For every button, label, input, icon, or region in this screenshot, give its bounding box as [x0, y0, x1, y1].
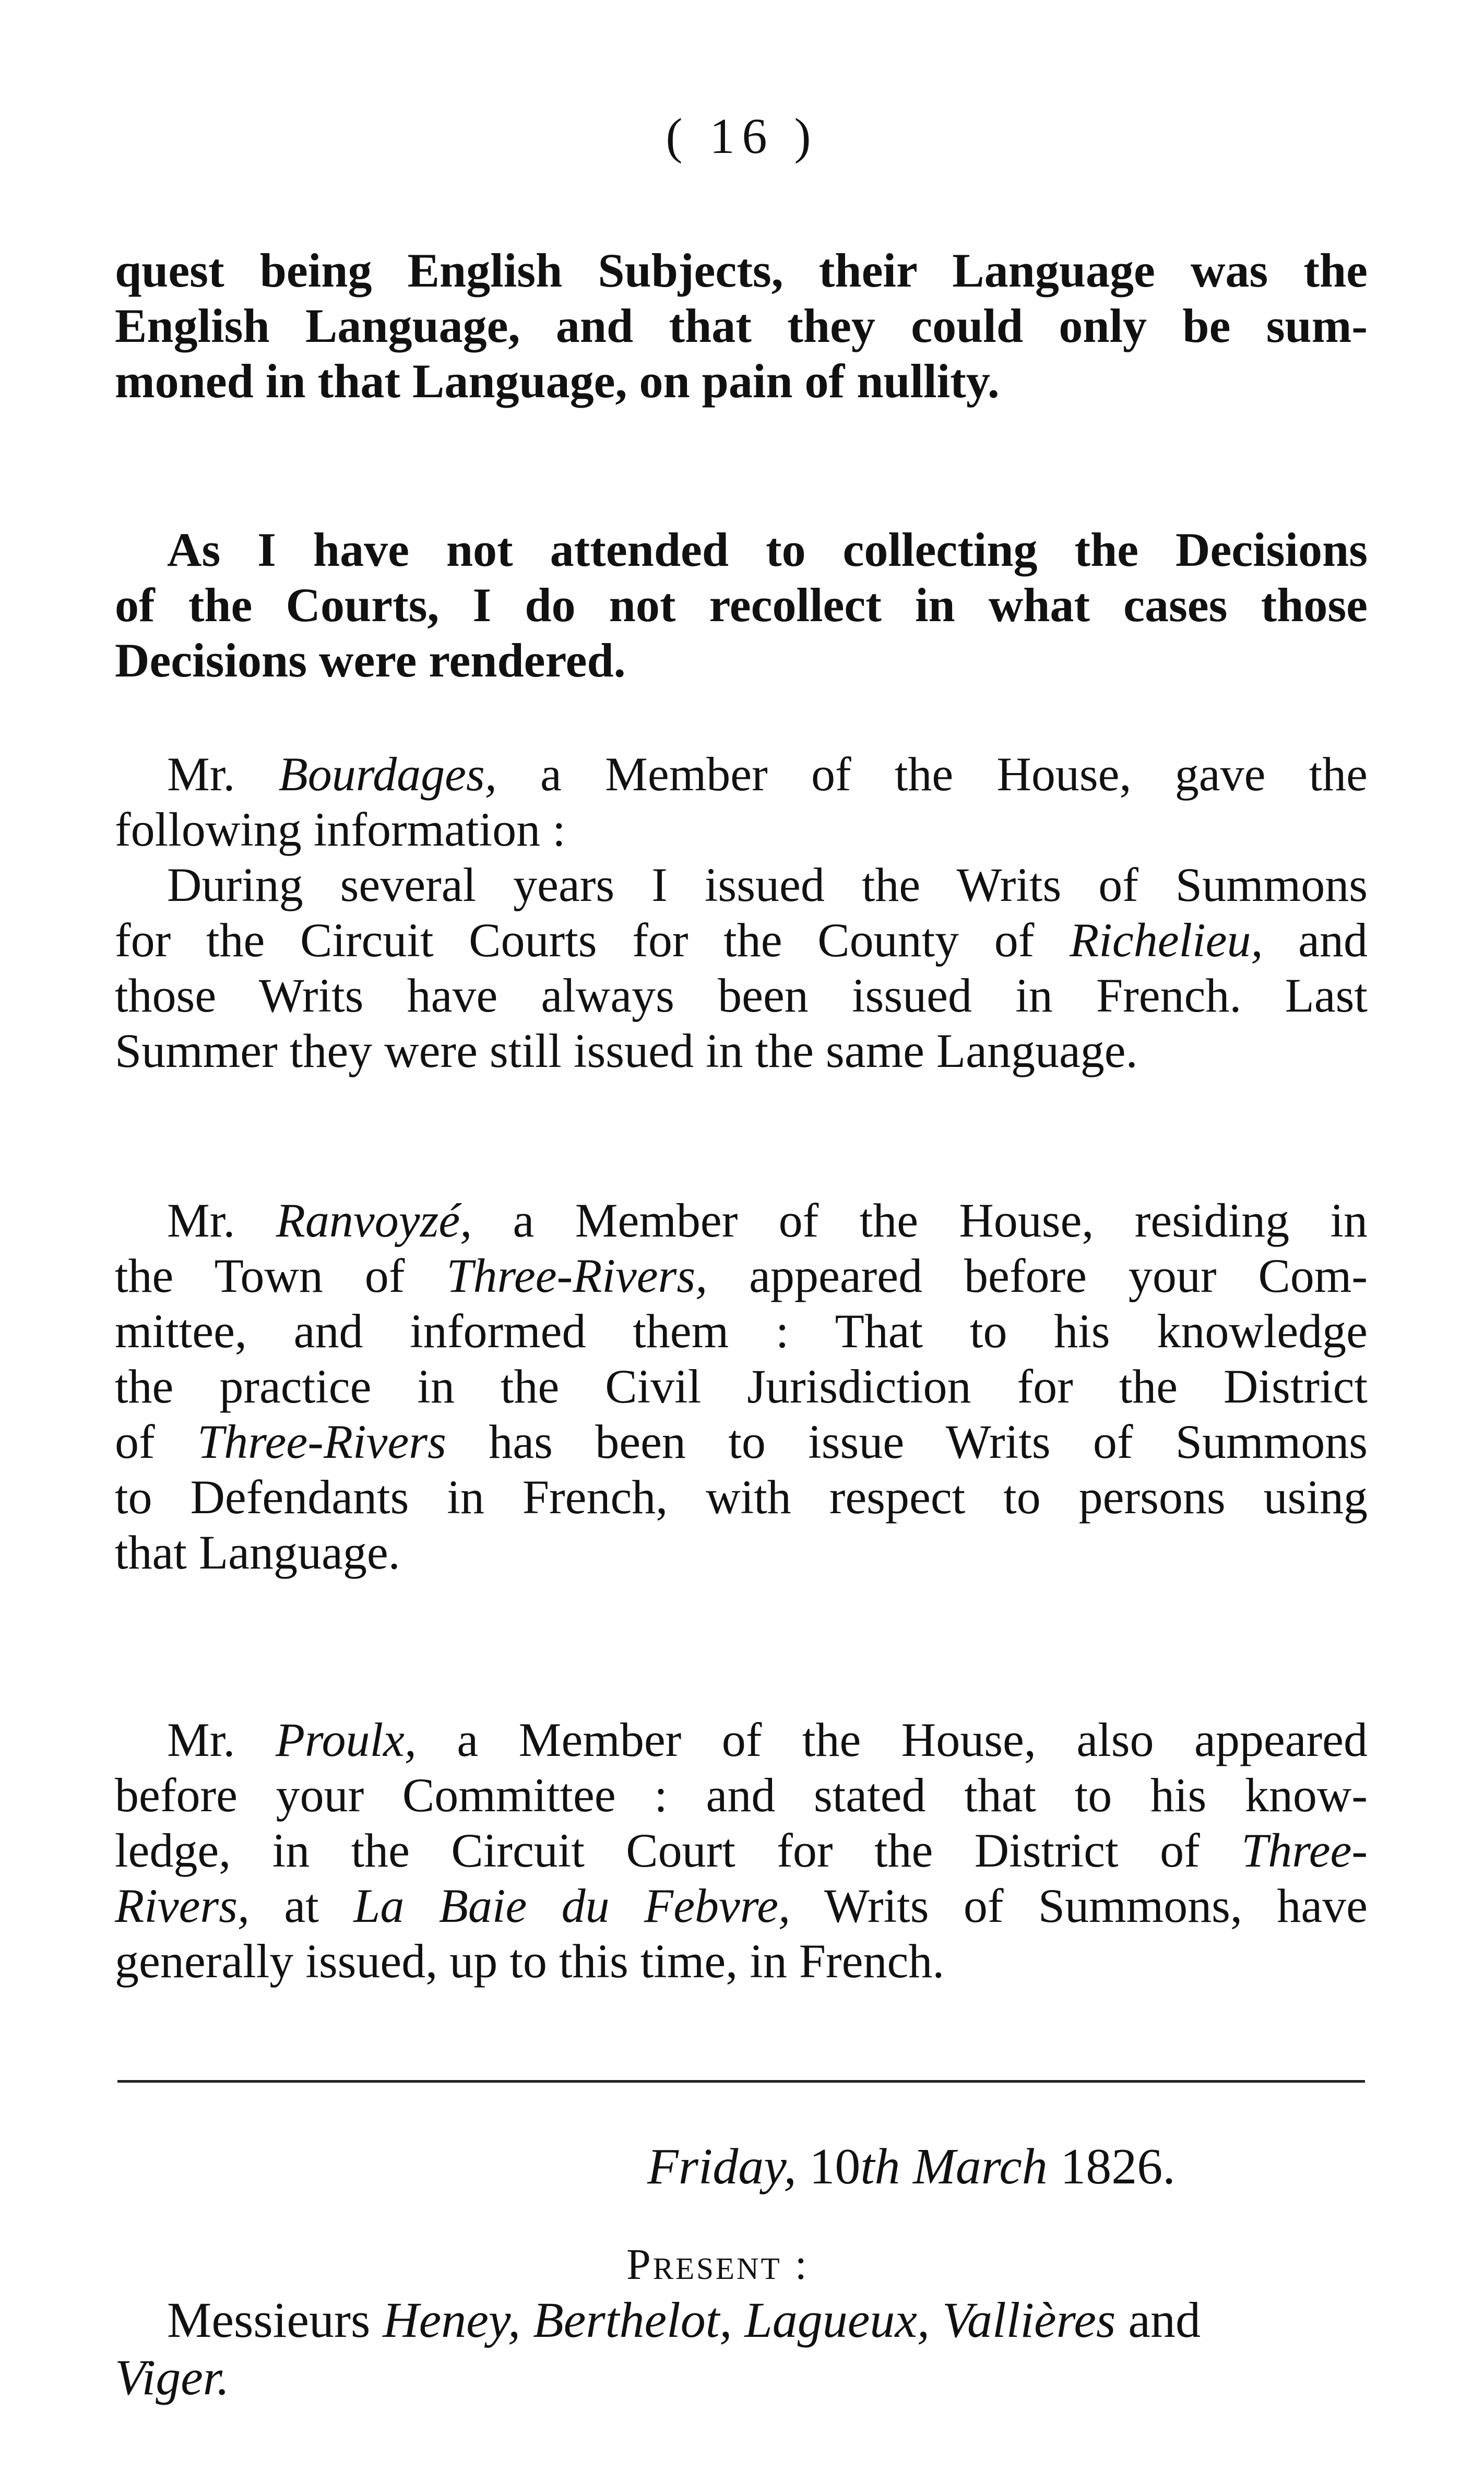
text-line: [115, 912, 1368, 968]
place-name: Three-Rivers,: [446, 1249, 708, 1302]
conjunction: and: [1128, 2292, 1201, 2348]
paragraph-bourdages: [115, 746, 1368, 1078]
paragraph-ranvoyze: [115, 1193, 1368, 1580]
text-line: that Language.: [115, 1526, 400, 1579]
text-fragment: and: [1298, 913, 1368, 967]
text-fragment: at: [284, 1879, 319, 1932]
text-line: generally issued, up to this time, in French.: [115, 1934, 945, 1988]
place-name: Three-Rivers: [197, 1415, 446, 1468]
text-fragment: the Town of: [115, 1249, 405, 1302]
section-divider: [117, 2080, 1365, 2083]
text-line: [115, 1414, 1368, 1469]
date-suffix: th: [860, 2139, 900, 2195]
text-line: [115, 746, 1368, 802]
place-name: Richelieu,: [1070, 913, 1263, 967]
paragraph-proulx: [115, 1712, 1368, 1989]
text-line: [115, 1823, 1368, 1878]
attendees-label: Messieurs: [167, 2292, 371, 2348]
text-line: During several years I issued the Writs of Summons: [167, 858, 1368, 911]
place-name: Rivers,: [115, 1879, 250, 1932]
text-fragment: ledge, in the Circuit Court for the District of: [115, 1824, 1200, 1877]
place-name: Three-: [1241, 1824, 1368, 1877]
text-line: the practice in the Civil Jurisdiction for the District: [115, 1360, 1368, 1413]
text-line: before your Committee : and stated that to his know-: [115, 1768, 1368, 1822]
meeting-date: [647, 2137, 1176, 2196]
person-name: Ranvoyzé,: [276, 1194, 472, 1247]
text-fragment: a Member of the House, gave the: [540, 747, 1368, 801]
text-line: of the Courts, I do not recollect in what cases those: [115, 578, 1368, 632]
text-line: [115, 1878, 1368, 1933]
attendee-name: Vallières: [942, 2292, 1116, 2348]
attendees-list: [115, 2291, 1368, 2406]
text-line: Decisions were rendered.: [115, 634, 626, 687]
present-heading: Present :: [626, 2240, 809, 2289]
honorific: Mr.: [167, 1713, 235, 1766]
attendee-name: Viger.: [115, 2349, 230, 2405]
person-name: Bourdages,: [278, 747, 497, 801]
attendee-name: Lagueux,: [744, 2292, 930, 2348]
text-line: mittee, and informed them : That to his knowledge: [115, 1304, 1368, 1358]
text-fragment: for the Circuit Courts for the County of: [115, 913, 1035, 967]
place-name: La Baie du Febvre,: [353, 1879, 791, 1932]
paragraph-continuation: [115, 243, 1368, 409]
text-line: moned in that Language, on pain of nullity.: [115, 354, 1000, 408]
text-line: As I have not attended to collecting the Decisions: [167, 523, 1368, 576]
text-line: those Writs have always been issued in French. Last: [115, 969, 1368, 1022]
text-fragment: appeared before your Com-: [749, 1249, 1368, 1302]
text-fragment: has been to issue Writs of Summons: [489, 1415, 1368, 1468]
text-fragment: a Member of the House, also appeared: [457, 1713, 1368, 1766]
text-line: to Defendants in French, with respect to persons using: [115, 1470, 1368, 1524]
text-line: English Language, and that they could only be sum-: [115, 299, 1368, 352]
weekday: Friday,: [647, 2139, 797, 2195]
text-line: quest being English Subjects, their Language was the: [115, 244, 1368, 297]
text-fragment: a Member of the House, residing in: [513, 1194, 1368, 1247]
paragraph-decisions: [115, 522, 1368, 688]
attendee-name: Heney,: [383, 2292, 521, 2348]
honorific: Mr.: [167, 1194, 235, 1247]
attendee-name: Berthelot,: [533, 2292, 732, 2348]
honorific: Mr.: [167, 747, 235, 801]
month: March: [913, 2139, 1048, 2195]
date-number: 10: [809, 2139, 861, 2195]
person-name: Proulx,: [275, 1713, 417, 1766]
page-number: ( 16 ): [666, 108, 818, 164]
text-fragment: Writs of Summons, have: [824, 1879, 1368, 1932]
text-line: [115, 1248, 1368, 1303]
year: 1826.: [1060, 2139, 1176, 2195]
text-fragment: of: [115, 1415, 155, 1468]
text-line: Summer they were still issued in the same Language.: [115, 1024, 1138, 1077]
text-line: [115, 1712, 1368, 1767]
text-line: following information :: [115, 803, 566, 856]
text-line: [115, 1193, 1368, 1248]
